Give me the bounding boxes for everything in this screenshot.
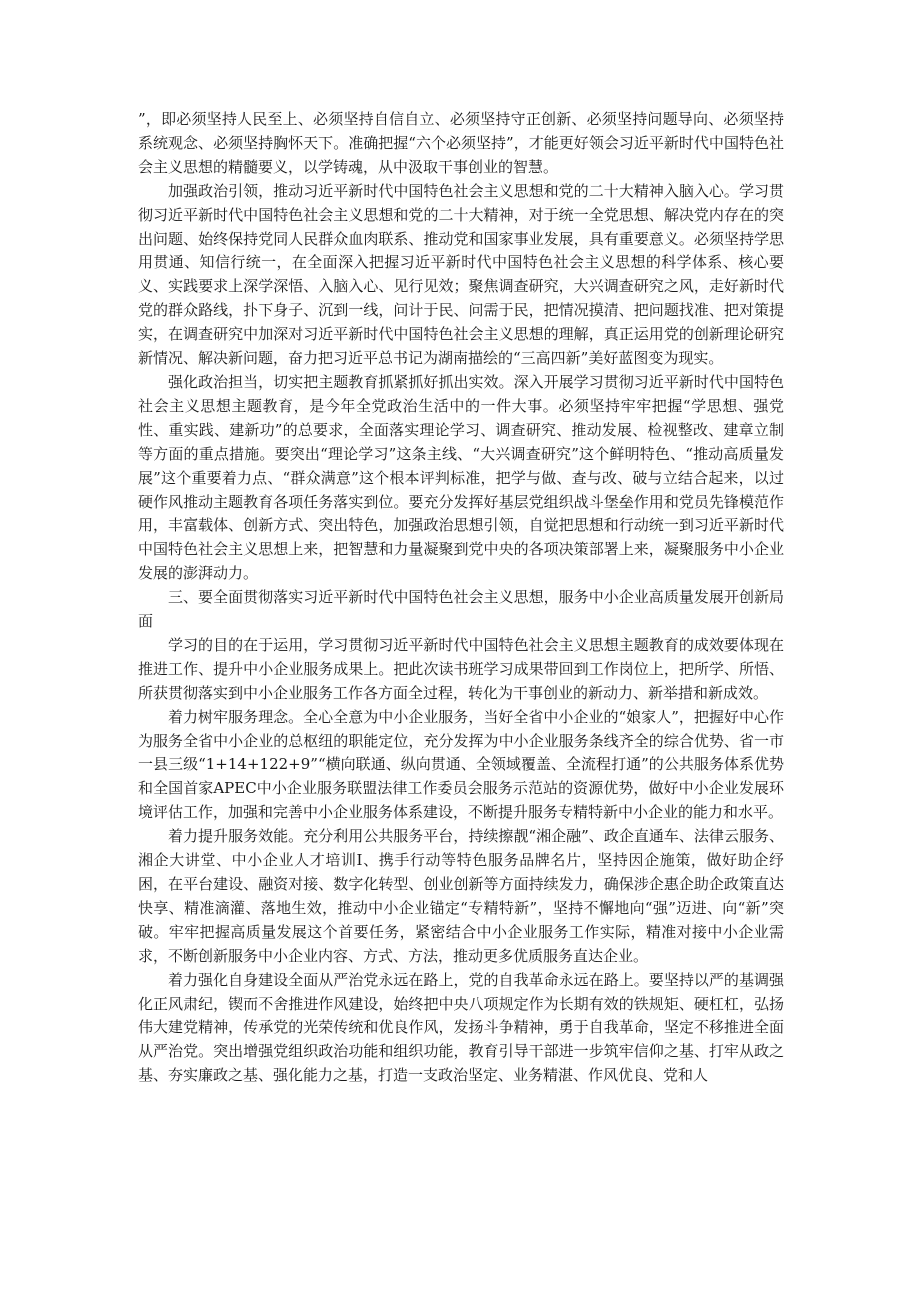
paragraph-service-concept: 着力树牢服务理念。全心全意为中小企业服务，当好全省中小企业的“娘家人”，把握好中心作为服务全省中小企业的总枢纽的职能定位，充分发挥为中小企业服务条线齐全的综合优势、省一市一县三级“1+14+122+9”“横向联通、纵向贯通、全领域覆盖、全流程打通”的公共服务体系优势和全国首家APEC中小企业服务联盟法律工作委员会服务示范站的资源优势，做好中小企业发展环境评估工作，加强和完善中小企业服务体系建设，不断提升服务专精特新中小企业的能力和水平。 <box>138 707 784 822</box>
paragraph-service-efficiency: 着力提升服务效能。充分利用公共服务平台，持续擦靓“湘企融”、政企直通车、法律云服务、湘企大讲堂、中小企业人才培训Ⅰ、携手行动等特色服务品牌名片，坚持因企施策，做好助企纾困，在平台建设、融资对接、数字化转型、创业创新等方面持续发力，确保涉企惠企助企政策直达快享、精准滴灌、落地生效，推动中小企业锚定“专精特新”，坚持不懈地向“强”迈进、向“新”突破。牢牢把握高质量发展这个首要任务，紧密结合中小企业服务工作实际，精准对接中小企业需求，不断创新服务中小企业内容、方式、方法，推动更多优质服务直达企业。 <box>138 827 784 965</box>
paragraph-political-guidance: 加强政治引领，推动习近平新时代中国特色社会主义思想和党的二十大精神入脑入心。学习贯彻习近平新时代中国特色社会主义思想和党的二十大精神，对于统一全党思想、解决党内存在的突出问题、始终保持党同人民群众血肉联系、推动党和国家事业发展，具有重要意义。必须坚持学思用贯通、知信行统一，在全面深入把握习近平新时代中国特色社会主义思想的科学体系、核心要义、实践要求上深学深悟、入脑入心、见行见效；聚焦调查研究，大兴调查研究之风，走好新时代党的群众路线，扑下身子、沉到一线，问计于民、问需于民，把情况摸清、把问题找准、把对策提实，在调查研究中加深对习近平新时代中国特色社会主义思想的理解，真正运用党的创新理论研究新情况、解决新问题，奋力把习近平总书记为湖南描绘的“三高四新”美好蓝图变为现实。 <box>138 181 784 368</box>
paragraph-political-responsibility: 强化政治担当，切实把主题教育抓紧抓好抓出实效。深入开展学习贯彻习近平新时代中国特色社会主义思想主题教育，是今年全党政治生活中的一件大事。必须坚持牢牢把握“学思想、强党性、重实践、建新功”的总要求，全面落实理论学习、调查研究、推动发展、检视整改、建章立制等方面的重点措施。要突出“理论学习”这条主线、“大兴调查研究”这个鲜明特色、“推动高质量发展”这个重要着力点、“群众满意”这个根本评判标准，把学与做、查与改、破与立结合起来，以过硬作风推动主题教育各项任务落实到位。要充分发挥好基层党组织战斗堡垒作用和党员先锋模范作用，丰富载体、创新方式、突出特色，加强政治思想引领，自觉把思想和行动统一到习近平新时代中国特色社会主义思想上来，把智慧和力量凝聚到党中央的各项决策部署上来，凝聚服务中小企业发展的澎湃动力。 <box>138 372 784 583</box>
paragraph-purpose-of-study: 学习的目的在于运用，学习贯彻习近平新时代中国特色社会主义思想主题教育的成效要体现在推进工作、提升中小企业服务成果上。把此次读书班学习成果带回到工作岗位上，把所学、所悟、所获贯彻落实到中小企业服务工作各方面全过程，转化为干事创业的新动力、新举措和新成效。 <box>138 635 784 702</box>
section-heading-three: 三、要全面贯彻落实习近平新时代中国特色社会主义思想，服务中小企业高质量发展开创新局面 <box>138 588 784 631</box>
document-body <box>138 108 784 1088</box>
paragraph-continued: ”，即必须坚持人民至上、必须坚持自信自立、必须坚持守正创新、必须坚持问题导向、必须坚持系统观念、必须坚持胸怀天下。准确把握“六个必须坚持”，才能更好领会习近平新时代中国特色社会主义思想的精髓要义，以学铸魂，从中汲取干事创业的智慧。 <box>138 110 784 176</box>
paragraph-self-construction: 着力强化自身建设全面从严治党永远在路上，党的自我革命永远在路上。要坚持以严的基调强化正风肃纪，锲而不舍推进作风建设，始终把中央八项规定作为长期有效的铁规矩、硬杠杠，弘扬伟大建党精神，传承党的光荣传统和优良作风，发扬斗争精神，勇于自我革命，坚定不移推进全面从严治党。突出增强党组织政治功能和组织功能，教育引导干部进一步筑牢信仰之基、打牢从政之基、夯实廉政之基、强化能力之基，打造一支政治坚定、业务精湛、作风优良、党和人 <box>138 970 784 1085</box>
